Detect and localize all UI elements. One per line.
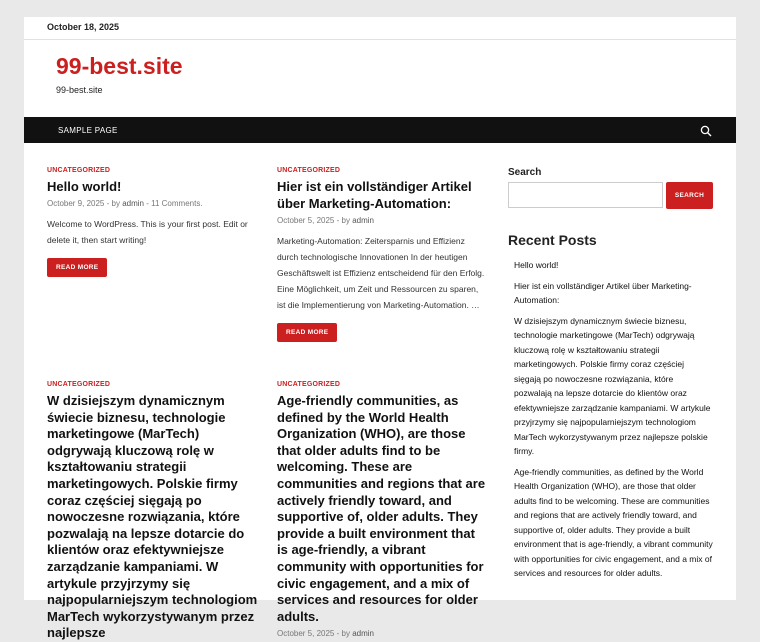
read-more-button[interactable]: READ MORE [277, 323, 337, 342]
search-icon[interactable] [700, 124, 712, 136]
post-category[interactable]: UNCATEGORIZED [277, 381, 341, 388]
search-widget-title: Search [508, 167, 542, 178]
search-form [508, 182, 713, 210]
post-date[interactable]: October 9, 2025 [47, 199, 105, 208]
post-date[interactable]: October 5, 2025 [277, 629, 335, 639]
post-excerpt: Marketing-Automation: Zeitersparnis und Effizienz durch technologische Innovationen In der heutigen Geschäftswelt ist Effizienz entscheidend für den Erfolg. Eine Möglichkeit, um Zeit und Ressourcen zu sparen, ist die Implementierung von Marketing-Automation. … [277, 236, 485, 310]
recent-post-link[interactable]: Age-friendly communities, as defined by the World Health Organization (WHO), are those that older adults find to be welcoming. These are communities and regions that are actively friendly toward, and supportive of, older adults. They provide a built environment that is age-friendly, a vibrant community with opportunities for civic engagement, and a mix of services and resources for older adults. [514, 466, 713, 578]
post-author[interactable]: admin [352, 629, 374, 639]
post-by: by [111, 199, 120, 208]
site-branding [56, 55, 183, 95]
sidebar [508, 167, 713, 587]
post-title[interactable]: Hello world! [47, 179, 122, 194]
post-date[interactable]: October 5, 2025 [277, 216, 335, 225]
post-comments[interactable]: 11 Comments. [151, 199, 203, 208]
top-bar [24, 17, 736, 40]
read-more-button[interactable]: READ MORE [47, 258, 107, 277]
post-title[interactable]: Hier ist ein vollständiger Artikel über Marketing-Automation: [277, 179, 472, 211]
post-excerpt: Welcome to WordPress. This is your first post. Edit or delete it, then start writing! [47, 219, 248, 245]
search-button[interactable]: SEARCH [666, 182, 713, 209]
post-meta: October 5, 2025 - by admin [277, 629, 374, 639]
post-by: by [341, 629, 350, 639]
post-author[interactable]: admin [352, 216, 374, 225]
post-category[interactable]: UNCATEGORIZED [277, 167, 341, 174]
nav-item-sample-page[interactable]: SAMPLE PAGE [58, 126, 118, 135]
recent-post-link[interactable]: Hello world! [514, 260, 559, 270]
recent-posts-list [508, 258, 713, 581]
post-meta: October 9, 2025 - by admin - 11 Comments. [47, 199, 203, 208]
top-bar-date: October 18, 2025 [47, 22, 120, 32]
page-container [24, 17, 736, 641]
recent-post-link[interactable]: Hier ist ein vollständiger Artikel über Marketing-Automation: [514, 280, 692, 305]
post-title[interactable]: W dzisiejszym dynamicznym świecie biznesu, technologie marketingowe (MarTech) odgrywają kluczową rolę w kształtowaniu strategii marketingowych. Polskie firmy coraz częściej sięgają po nowoczesne rozwiązania, które pozwalają na lepsze dotarcie do klientów oraz efektywniejsze zarządzanie kampaniami. W artykule przyjrzymy się najpopularniejszym technologiom MarTech wykorzystywanym przez najlepsze [47, 393, 258, 641]
site-description: 99-best.site [56, 85, 103, 95]
post-meta: October 5, 2025 - by admin [277, 216, 374, 225]
search-input[interactable] [508, 182, 663, 208]
post-card [47, 381, 259, 642]
post-title[interactable]: Age-friendly communities, as defined by the World Health Organization (WHO), are those that older adults find to be welcoming. These are communities and regions that are actively friendly toward, and supportive of, older adults. They provide a built environment that is age-friendly, a vibrant community with opportunities for civic engagement, and a mix of services and resources for older adults. [277, 393, 486, 624]
post-card [47, 167, 257, 277]
post-author[interactable]: admin [122, 199, 144, 208]
recent-post-link[interactable]: W dzisiejszym dynamicznym świecie biznesu, technologie marketingowe (MarTech) odgrywają kluczową rolę w kształtowaniu strategii marketingowych. Polskie firmy coraz częściej sięgają po nowoczesne rozwiązania, które pozwalają na lepsze dotarcie do klientów oraz efektywniejsze zarządzanie kampaniami. W artykule przyjrzymy się najpopularniejszym technologiom MarTech wykorzystywanym przez najlepsze polskie firmy. [514, 315, 711, 456]
main-navigation [24, 117, 736, 143]
post-by: by [341, 216, 350, 225]
post-card [277, 167, 487, 342]
post-category[interactable]: UNCATEGORIZED [47, 167, 111, 174]
recent-posts-title: Recent Posts [508, 232, 597, 248]
post-category[interactable]: UNCATEGORIZED [47, 381, 111, 388]
site-title[interactable]: 99-best.site [56, 53, 183, 79]
